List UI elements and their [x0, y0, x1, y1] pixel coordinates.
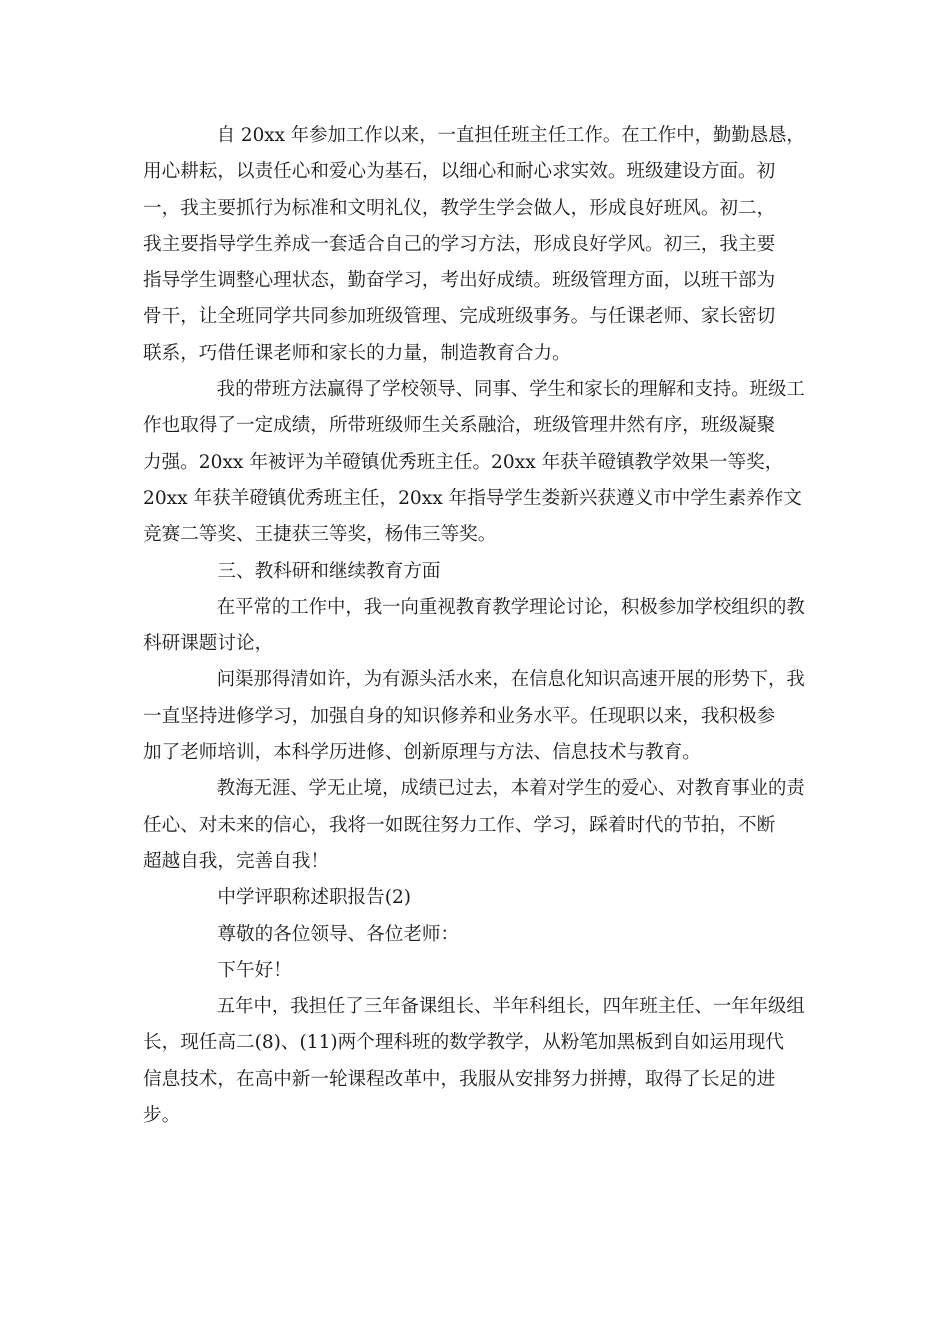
- paragraph: [143, 372, 805, 553]
- text-line: 一直坚持进修学习，加强自身的知识修养和业务水平。任现职以来，我积极参: [143, 705, 776, 727]
- report-title: [143, 880, 805, 916]
- text-line: 联系，巧借任课老师和家长的力量，制造教育合力。: [143, 342, 571, 364]
- text-line: 我主要指导学生养成一套适合自己的学习方法，形成良好学风。初三，我主要: [143, 233, 776, 255]
- text-line: 力强。20xx 年被评为羊磴镇优秀班主任。20xx 年获羊磴镇教学效果一等奖，: [143, 451, 784, 473]
- paragraph: [143, 771, 805, 880]
- text-line: 用心耕耘，以责任心和爱心为基石，以细心和耐心求实效。班级建设方面。初: [143, 161, 776, 183]
- text-line: 竞赛二等奖、王捷获三等奖，杨伟三等奖。: [143, 524, 497, 546]
- text-line: 20xx 年获羊磴镇优秀班主任，20xx 年指导学生娄新兴获遵义市中学生素养作文: [143, 487, 802, 509]
- text-line: 步。: [143, 1105, 181, 1127]
- paragraph: [143, 118, 805, 372]
- salutation-text: 尊敬的各位领导、各位老师：: [217, 923, 460, 945]
- text-line: 五年中，我担任了三年备课组长、半年科组长，四年班主任、一年年级组: [216, 996, 805, 1018]
- text-line: 任心、对未来的信心，我将一如既往努力工作、学习，踩着时代的节拍，不断: [143, 814, 776, 836]
- text-line: 自 20xx 年参加工作以来，一直担任班主任工作。在工作中，勤勤恳恳，: [216, 125, 805, 146]
- paragraph: [143, 989, 805, 1134]
- paragraph: [143, 662, 805, 771]
- text-line: 骨干，让全班同学共同参加班级管理、完成班级事务。与任课老师、家长密切: [143, 306, 776, 328]
- text-line: 问渠那得清如许，为有源头活水来，在信息化知识高速开展的形势下，我: [216, 669, 805, 691]
- text-line: 科研课题讨论，: [143, 633, 274, 655]
- text-line: 一，我主要抓行为标准和文明礼仪，教学生学会做人，形成良好班风。初二，: [143, 197, 776, 219]
- text-line: 在平常的工作中，我一向重视教育教学理论讨论，积极参加学校组织的教: [216, 596, 805, 618]
- text-line: 长，现任高二(8)、(11)两个理科班的数学教学，从粉笔加黑板到自如运用现代: [143, 1032, 784, 1054]
- salutation: [143, 917, 805, 953]
- text-line: 作也取得了一定成绩，所带班级师生关系融洽，班级管理井然有序，班级凝聚: [143, 415, 776, 437]
- document-body: [143, 118, 805, 1134]
- paragraph: [143, 590, 805, 663]
- text-line: 教海无涯、学无止境，成绩已过去，本着对学生的爱心、对教育事业的责: [216, 778, 805, 800]
- section-heading: [143, 554, 805, 590]
- text-line: 加了老师培训，本科学历进修、创新原理与方法、信息技术与教育。: [143, 742, 701, 764]
- heading-text: 三、教科研和继续教育方面: [217, 560, 441, 582]
- text-line: 超越自我，完善自我！: [143, 850, 329, 872]
- text-line: 指导学生调整心理状态，勤奋学习，考出好成绩。班级管理方面，以班干部为: [143, 270, 776, 292]
- text-line: 我的带班方法赢得了学校领导、同事、学生和家长的理解和支持。班级工: [216, 379, 805, 401]
- text-line: 信息技术，在高中新一轮课程改革中，我服从安排努力拼搏，取得了长足的进: [143, 1068, 776, 1090]
- greeting: [143, 953, 805, 989]
- title-text: 中学评职称述职报告(2): [217, 887, 412, 909]
- greeting-text: 下午好！: [217, 959, 292, 981]
